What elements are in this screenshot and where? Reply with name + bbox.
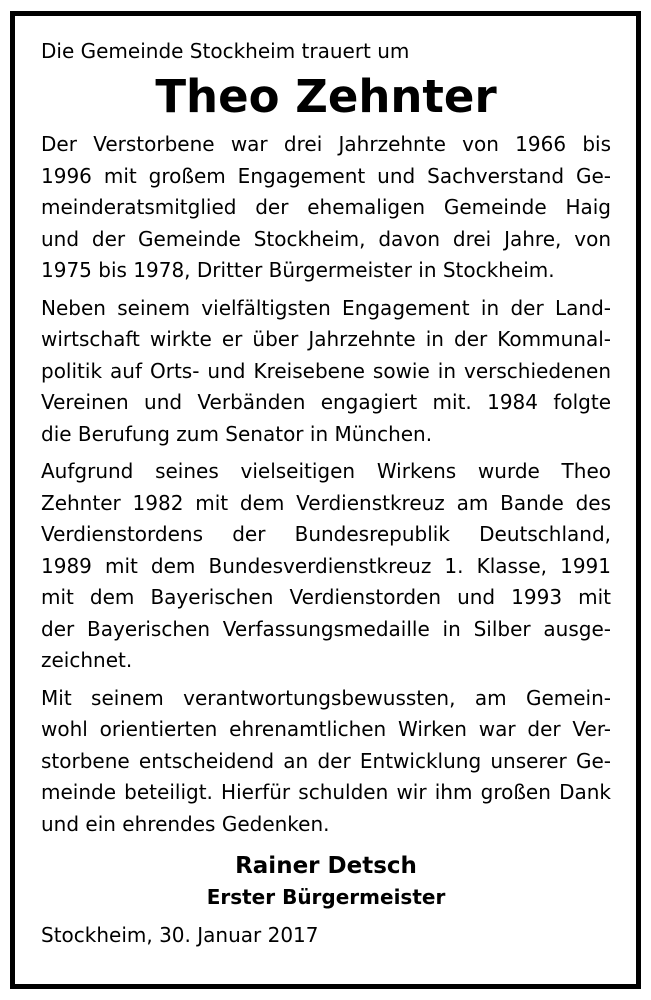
intro-line: Die Gemeinde Stockheim trauert um xyxy=(41,39,410,63)
text-line: 1996 mit großem Engagement und Sachverstand Ge- xyxy=(41,163,611,188)
text-line: der Bayerischen Verfassungsmedaille in Silber ausge- xyxy=(41,616,611,641)
text-line: mit dem Bayerischen Verdienstorden und 1993 mit xyxy=(41,585,611,609)
text-line: meinde beteiligt. Hierfür schulden wir ihm großen Dank xyxy=(41,780,611,804)
text-line: storbene entscheidend an der Entwicklung unserer Ge- xyxy=(41,748,611,773)
obituary-frame xyxy=(10,11,641,989)
text-line: wohl orientierten ehrenamtlichen Wirken war der Ver- xyxy=(41,717,611,741)
signer-title: Erster Bürgermeister xyxy=(206,885,446,909)
text-line: die Berufung zum Senator in München. xyxy=(41,421,433,446)
text-line: wirtschaft wirkte er über Jahrzehnte in der Kommunal- xyxy=(41,327,611,351)
text-line: Zehnter 1982 mit dem Verdienstkreuz am Bande des xyxy=(41,490,611,515)
text-line: Neben seinem vielfältigsten Engagement in der Land- xyxy=(41,295,611,320)
signer-name: Rainer Detsch xyxy=(235,853,417,879)
text-line: Der Verstorbene war drei Jahrzehnte von 1966 bis xyxy=(41,132,611,156)
text-line: und ein ehrendes Gedenken. xyxy=(41,811,330,836)
text-line: meinderatsmitglied der ehemaligen Gemeinde Haig xyxy=(41,195,611,219)
text-line: und der Gemeinde Stockheim, davon drei Jahre, von xyxy=(41,226,611,251)
text-line: 1989 mit dem Bundesverdienstkreuz 1. Klasse, 1991 xyxy=(41,553,611,578)
text-line: Mit seinem verantwortungsbewussten, am Gemein- xyxy=(41,685,611,710)
place-date: Stockheim, 30. Januar 2017 xyxy=(41,923,319,947)
text-line: Vereinen und Verbänden engagiert mit. 1984 folgte xyxy=(41,390,611,414)
text-line: 1975 bis 1978, Dritter Bürgermeister in Stockheim. xyxy=(41,258,555,282)
paragraph-3 xyxy=(41,456,611,677)
paragraph-4 xyxy=(41,683,611,841)
paragraph-2 xyxy=(41,293,611,451)
deceased-name: Theo Zehnter xyxy=(155,70,497,123)
text-line: zeichnet. xyxy=(41,648,133,672)
text-line: Aufgrund seines vielseitigen Wirkens wurde Theo xyxy=(41,459,611,483)
text-line: Verdienstordens der Bundesrepublik Deutschland, xyxy=(41,522,611,546)
text-line: politik auf Orts- und Kreisebene sowie in verschiedenen xyxy=(41,358,611,383)
signature-block xyxy=(41,850,611,912)
paragraph-1 xyxy=(41,129,611,287)
obituary-content xyxy=(41,38,611,950)
